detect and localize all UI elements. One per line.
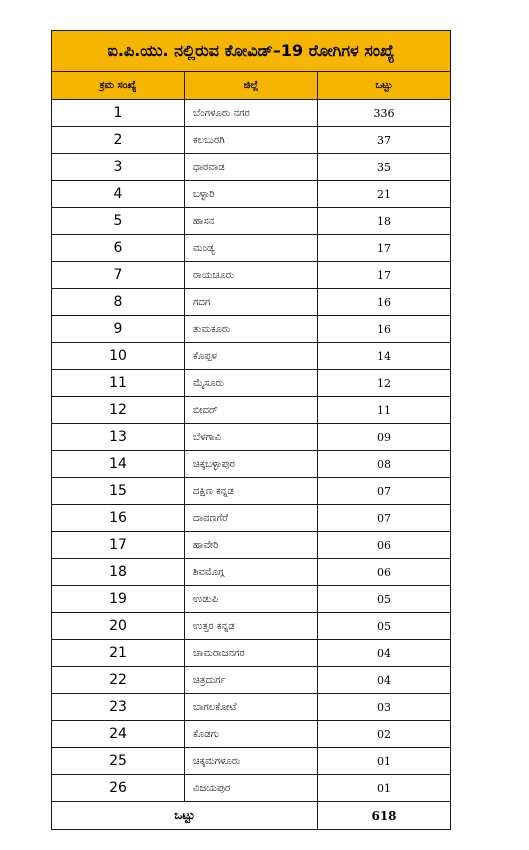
row-count: 02 (318, 721, 451, 748)
row-serial: 19 (52, 586, 185, 613)
row-count: 06 (318, 559, 451, 586)
table-row (52, 127, 451, 154)
row-count: 06 (318, 532, 451, 559)
table-row (52, 613, 451, 640)
row-serial: 12 (52, 397, 185, 424)
row-count: 14 (318, 343, 451, 370)
total-value: 618 (318, 802, 451, 830)
table-row (52, 667, 451, 694)
table-row (52, 532, 451, 559)
table-row (52, 559, 451, 586)
row-district: ಚಿಕ್ಕಮಗಳೂರು (185, 748, 318, 775)
row-count: 05 (318, 613, 451, 640)
column-header-district: ಜಿಲ್ಲೆ (185, 72, 318, 100)
row-count: 37 (318, 127, 451, 154)
row-district: ಧಾರವಾಡ (185, 154, 318, 181)
table-row (52, 721, 451, 748)
table-row (52, 640, 451, 667)
row-count: 35 (318, 154, 451, 181)
row-serial: 8 (52, 289, 185, 316)
row-district: ದಕ್ಷಿಣ ಕನ್ನಡ (185, 478, 318, 505)
covid-icu-table (51, 30, 451, 830)
row-district: ಶಿವಮೊಗ್ಗ (185, 559, 318, 586)
row-serial: 1 (52, 100, 185, 127)
table-row (52, 208, 451, 235)
row-district: ಕೊಪ್ಪಳ (185, 343, 318, 370)
row-serial: 4 (52, 181, 185, 208)
column-header-serial: ಕ್ರಮ ಸಂಖ್ಯೆ (52, 72, 185, 100)
row-serial: 25 (52, 748, 185, 775)
row-district: ತುಮಕೂರು (185, 316, 318, 343)
row-district: ಹಾವೇರಿ (185, 532, 318, 559)
row-serial: 14 (52, 451, 185, 478)
table-row (52, 262, 451, 289)
table-row (52, 694, 451, 721)
table-row (52, 100, 451, 127)
row-district: ಬೀದರ್ (185, 397, 318, 424)
row-count: 07 (318, 505, 451, 532)
row-serial: 24 (52, 721, 185, 748)
row-district: ಹಾಸನ (185, 208, 318, 235)
row-serial: 17 (52, 532, 185, 559)
row-serial: 6 (52, 235, 185, 262)
table-row (52, 748, 451, 775)
row-district: ಚಿಕ್ಕಬಳ್ಳಾಪುರ (185, 451, 318, 478)
table-row (52, 235, 451, 262)
row-district: ಕೊಡಗು (185, 721, 318, 748)
row-count: 05 (318, 586, 451, 613)
row-count: 16 (318, 289, 451, 316)
row-count: 16 (318, 316, 451, 343)
table-row (52, 181, 451, 208)
table-row (52, 370, 451, 397)
row-count: 01 (318, 748, 451, 775)
row-district: ಬಾಗಲಕೋಟೆ (185, 694, 318, 721)
row-serial: 10 (52, 343, 185, 370)
row-district: ಮೈಸೂರು (185, 370, 318, 397)
row-district: ಬೆಂಗಳೂರು ನಗರ (185, 100, 318, 127)
table-body (52, 100, 451, 802)
row-count: 07 (318, 478, 451, 505)
row-count: 03 (318, 694, 451, 721)
row-serial: 22 (52, 667, 185, 694)
table-row (52, 397, 451, 424)
row-district: ಚಿತ್ರದುರ್ಗ (185, 667, 318, 694)
row-serial: 18 (52, 559, 185, 586)
table-row (52, 451, 451, 478)
row-district: ದಾವಣಗೆರೆ (185, 505, 318, 532)
row-count: 09 (318, 424, 451, 451)
row-serial: 21 (52, 640, 185, 667)
row-district: ಗದಗ (185, 289, 318, 316)
row-serial: 9 (52, 316, 185, 343)
row-serial: 7 (52, 262, 185, 289)
table-row (52, 775, 451, 802)
row-count: 12 (318, 370, 451, 397)
table-row (52, 154, 451, 181)
row-count: 01 (318, 775, 451, 802)
row-district: ರಾಯಚೂರು (185, 262, 318, 289)
table-row (52, 586, 451, 613)
row-district: ಬಳ್ಳಾರಿ (185, 181, 318, 208)
row-count: 04 (318, 667, 451, 694)
row-count: 21 (318, 181, 451, 208)
row-count: 18 (318, 208, 451, 235)
row-district: ಉಡುಪಿ (185, 586, 318, 613)
row-serial: 15 (52, 478, 185, 505)
table-row (52, 505, 451, 532)
title-row (52, 31, 451, 72)
row-district: ಚಾಮರಾಜನಗರ (185, 640, 318, 667)
row-district: ಉತ್ತರ ಕನ್ನಡ (185, 613, 318, 640)
table-row (52, 289, 451, 316)
row-serial: 11 (52, 370, 185, 397)
row-district: ಮಂಡ್ಯ (185, 235, 318, 262)
table-row (52, 316, 451, 343)
row-count: 04 (318, 640, 451, 667)
total-label: ಒಟ್ಟು (52, 802, 318, 830)
row-serial: 23 (52, 694, 185, 721)
header-row (52, 72, 451, 100)
row-serial: 26 (52, 775, 185, 802)
row-serial: 3 (52, 154, 185, 181)
table-row (52, 478, 451, 505)
total-row (52, 802, 451, 830)
table-row (52, 343, 451, 370)
row-serial: 20 (52, 613, 185, 640)
row-count: 11 (318, 397, 451, 424)
row-serial: 2 (52, 127, 185, 154)
row-serial: 13 (52, 424, 185, 451)
column-header-total: ಒಟ್ಟು (318, 72, 451, 100)
table-title: ಐ.ಪಿ.ಯು. ನಲ್ಲಿರುವ ಕೋವಿಡ್–19 ರೋಗಿಗಳ ಸಂಖ್ಯೆ (52, 31, 451, 72)
row-district: ವಿಜಯಪುರ (185, 775, 318, 802)
row-serial: 16 (52, 505, 185, 532)
row-serial: 5 (52, 208, 185, 235)
row-district: ಕಲಬುರಗಿ (185, 127, 318, 154)
row-count: 336 (318, 100, 451, 127)
row-count: 08 (318, 451, 451, 478)
table-row (52, 424, 451, 451)
row-count: 17 (318, 262, 451, 289)
row-district: ಬೆಳಗಾವಿ (185, 424, 318, 451)
row-count: 17 (318, 235, 451, 262)
